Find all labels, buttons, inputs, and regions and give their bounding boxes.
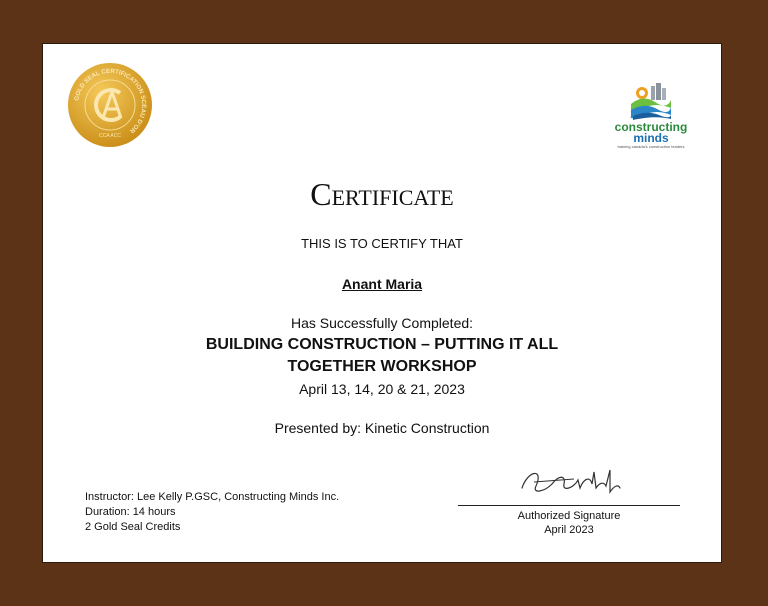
handwritten-signature (514, 464, 624, 496)
course-title-line1: BUILDING CONSTRUCTION – PUTTING IT ALL (205, 336, 559, 353)
signature-line (458, 505, 680, 506)
seal-ring-text: GOLD SEAL CERTIFICATION SCEAU D'OR (73, 67, 148, 135)
signature-label: Authorized Signature (517, 510, 621, 522)
course-title-line2: TOGETHER WORKSHOP (287, 358, 477, 375)
recipient-name: Anant Maria (341, 276, 423, 292)
gold-seal-logo (67, 62, 153, 148)
credits-line: 2 Gold Seal Credits (85, 521, 181, 533)
course-title (43, 334, 721, 378)
certify-text: THIS IS TO CERTIFY THAT (301, 236, 463, 251)
signature-block (458, 464, 680, 537)
duration-line: Duration: 14 hours (85, 506, 176, 518)
completed-text: Has Successfully Completed: (290, 315, 474, 331)
logo-tagline: training canada's construction leaders (617, 144, 685, 149)
logo-word-minds: minds (633, 131, 669, 145)
certificate-title: Certificate (310, 176, 454, 212)
instructor-details (85, 490, 339, 535)
logo-word-constructing: constructing (614, 120, 688, 134)
constructing-minds-logo (603, 82, 699, 154)
seal-bottom-text: CCA ACC (99, 133, 121, 139)
course-dates: April 13, 14, 20 & 21, 2023 (299, 381, 465, 397)
instructor-line: Instructor: Lee Kelly P.GSC, Constructing Minds Inc. (85, 491, 340, 503)
signature-date: April 2023 (544, 524, 594, 536)
city-wave-icon (629, 82, 673, 122)
certificate-sheet (42, 43, 722, 563)
presented-by: Presented by: Kinetic Construction (274, 420, 490, 436)
